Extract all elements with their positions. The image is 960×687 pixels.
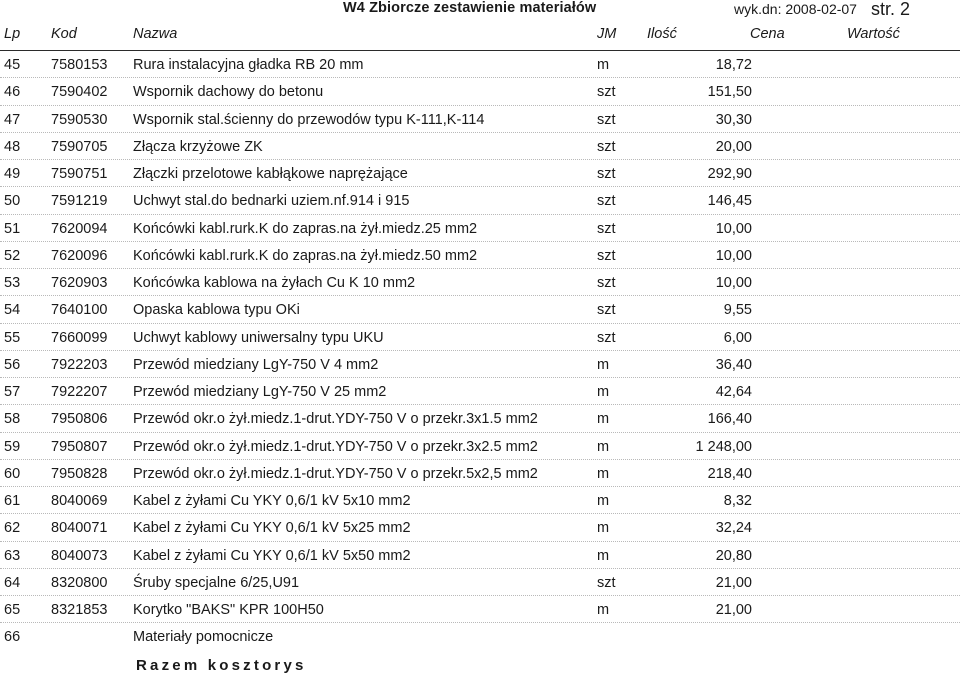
- cell-nazwa: Złączki przelotowe kabłąkowe naprężające: [133, 166, 408, 182]
- cell-ilosc: 146,45: [707, 193, 752, 210]
- header-lp: Lp: [4, 26, 21, 42]
- cell-kod: 8321853: [51, 602, 108, 618]
- cell-lp: 45: [4, 57, 21, 73]
- total-label: Razem kosztorys: [136, 657, 307, 674]
- cell-ilosc: 151,50: [707, 84, 752, 101]
- cell-kod: 7620094: [51, 220, 108, 237]
- table-row: [0, 513, 960, 541]
- table-header: [0, 26, 960, 48]
- cell-lp: 58: [4, 411, 21, 428]
- cell-nazwa: Przewód miedziany LgY-750 V 4 mm2: [133, 356, 379, 373]
- table-row: [0, 568, 960, 596]
- cell-ilosc: 1 248,00: [695, 438, 752, 455]
- cell-jm: m: [597, 411, 610, 428]
- cell-nazwa: Korytko "BAKS" KPR 100H50: [133, 602, 324, 618]
- cell-nazwa: Rura instalacyjna gładka RB 20 mm: [133, 57, 364, 73]
- cell-jm: m: [597, 602, 610, 618]
- cell-lp: 65: [4, 602, 21, 618]
- cell-nazwa: Końcówki kabl.rurk.K do zapras.na żył.miedz.50 mm2: [133, 247, 478, 264]
- cell-kod: 7590751: [51, 166, 108, 182]
- table-row: [0, 404, 960, 432]
- table-row: [0, 459, 960, 487]
- cell-lp: 47: [4, 111, 21, 128]
- cell-lp: 64: [4, 574, 21, 591]
- cell-kod: 8040069: [51, 493, 108, 509]
- cell-lp: 46: [4, 84, 21, 101]
- cell-ilosc: 10,00: [715, 275, 752, 291]
- cell-lp: 60: [4, 465, 21, 482]
- table-row: [0, 595, 960, 623]
- cell-ilosc: 42,64: [715, 384, 752, 400]
- cell-lp: 53: [4, 275, 21, 291]
- cell-jm: m: [597, 493, 610, 509]
- cell-ilosc: 292,90: [707, 166, 752, 182]
- cell-kod: 7950828: [51, 465, 108, 482]
- table-row: [0, 541, 960, 569]
- cell-ilosc: 10,00: [715, 247, 752, 264]
- document-title: W4 Zbiorcze zestawienie materiałów: [343, 0, 597, 16]
- cell-nazwa: Przewód okr.o żył.miedz.1-drut.YDY-750 V o przekr.3x1.5 mm2: [133, 411, 538, 428]
- cell-jm: m: [597, 547, 610, 564]
- cell-lp: 63: [4, 547, 21, 564]
- cell-lp: 57: [4, 384, 21, 400]
- cell-nazwa: Kabel z żyłami Cu YKY 0,6/1 kV 5x50 mm2: [133, 547, 411, 564]
- cell-jm: szt: [597, 247, 616, 264]
- cell-lp: 49: [4, 166, 21, 182]
- cell-nazwa: Wspornik dachowy do betonu: [133, 84, 324, 101]
- cell-lp: 50: [4, 193, 21, 210]
- cell-jm: m: [597, 438, 610, 455]
- table-row: [0, 214, 960, 242]
- cell-jm: m: [597, 520, 610, 537]
- cell-jm: m: [597, 356, 610, 373]
- cell-ilosc: 10,00: [715, 220, 752, 237]
- table-row: [0, 486, 960, 514]
- table-row: [0, 350, 960, 378]
- header-wartosc: Wartość: [847, 26, 900, 42]
- cell-jm: szt: [597, 166, 616, 182]
- cell-nazwa: Przewód okr.o żył.miedz.1-drut.YDY-750 V o przekr.3x2.5 mm2: [133, 438, 538, 455]
- header-ilosc: Ilość: [647, 26, 677, 42]
- cell-kod: 7640100: [51, 302, 108, 319]
- cell-kod: 7591219: [51, 193, 108, 210]
- table-row: [0, 132, 960, 160]
- cell-jm: szt: [597, 302, 616, 319]
- cell-nazwa: Przewód okr.o żył.miedz.1-drut.YDY-750 V o przekr.5x2,5 mm2: [133, 465, 538, 482]
- cell-jm: szt: [597, 329, 616, 346]
- cell-ilosc: 166,40: [707, 411, 752, 428]
- table-row: [0, 241, 960, 269]
- cell-kod: 7950806: [51, 411, 108, 428]
- cell-nazwa: Kabel z żyłami Cu YKY 0,6/1 kV 5x10 mm2: [133, 493, 411, 509]
- cell-kod: 7950807: [51, 438, 108, 455]
- cell-lp: 55: [4, 329, 21, 346]
- cell-kod: 8320800: [51, 574, 108, 591]
- cell-jm: m: [597, 384, 610, 400]
- cell-ilosc: 8,32: [723, 493, 752, 509]
- cell-nazwa: Materiały pomocnicze: [133, 629, 274, 646]
- cell-lp: 52: [4, 247, 21, 264]
- cell-jm: szt: [597, 111, 616, 128]
- cell-kod: 7590705: [51, 138, 108, 155]
- cell-jm: szt: [597, 275, 616, 291]
- cell-ilosc: 218,40: [707, 465, 752, 482]
- cell-lp: 61: [4, 493, 21, 509]
- cell-kod: 8040073: [51, 547, 108, 564]
- header-kod: Kod: [51, 26, 77, 42]
- cell-nazwa: Śruby specjalne 6/25,U91: [133, 574, 300, 591]
- cell-jm: szt: [597, 193, 616, 210]
- cell-lp: 59: [4, 438, 21, 455]
- cell-kod: 7660099: [51, 329, 108, 346]
- cell-kod: 7620096: [51, 247, 108, 264]
- cell-lp: 62: [4, 520, 21, 537]
- cell-lp: 54: [4, 302, 21, 319]
- cell-ilosc: 30,30: [715, 111, 752, 128]
- table-row: [0, 295, 960, 323]
- cell-ilosc: 21,00: [715, 574, 752, 591]
- cell-kod: 7620903: [51, 275, 108, 291]
- cell-ilosc: 6,00: [723, 329, 752, 346]
- cell-kod: 7590402: [51, 84, 108, 101]
- cell-nazwa: Opaska kablowa typu OKi: [133, 302, 300, 319]
- table-row: [0, 432, 960, 460]
- cell-lp: 48: [4, 138, 21, 155]
- cell-jm: szt: [597, 84, 616, 101]
- table-row: [0, 377, 960, 405]
- cell-kod: 7580153: [51, 57, 108, 73]
- table-row: [0, 105, 960, 133]
- cell-nazwa: Wspornik stal.ścienny do przewodów typu K-111,K-114: [133, 111, 485, 128]
- cell-ilosc: 32,24: [715, 520, 752, 537]
- cell-kod: 7922207: [51, 384, 108, 400]
- cell-jm: szt: [597, 574, 616, 591]
- cell-ilosc: 9,55: [723, 302, 752, 319]
- cell-nazwa: Uchwyt stal.do bednarki uziem.nf.914 i 915: [133, 193, 410, 210]
- cell-jm: szt: [597, 138, 616, 155]
- cell-ilosc: 18,72: [715, 57, 752, 73]
- cell-jm: szt: [597, 220, 616, 237]
- header-jm: JM: [597, 26, 617, 42]
- cell-lp: 66: [4, 629, 21, 646]
- cell-nazwa: Uchwyt kablowy uniwersalny typu UKU: [133, 329, 384, 346]
- table-row: [0, 50, 960, 78]
- header-cena: Cena: [750, 26, 785, 42]
- table-row: [0, 186, 960, 214]
- cell-ilosc: 20,80: [715, 547, 752, 564]
- cell-kod: 7922203: [51, 356, 108, 373]
- cell-lp: 51: [4, 220, 21, 237]
- table-row: [0, 622, 960, 650]
- cell-nazwa: Złącza krzyżowe ZK: [133, 138, 263, 155]
- execution-date: wyk.dn: 2008-02-07: [734, 1, 857, 17]
- cell-ilosc: 21,00: [715, 602, 752, 618]
- cell-nazwa: Kabel z żyłami Cu YKY 0,6/1 kV 5x25 mm2: [133, 520, 411, 537]
- cell-lp: 56: [4, 356, 21, 373]
- cell-jm: m: [597, 465, 610, 482]
- table-row: [0, 159, 960, 187]
- cell-ilosc: 20,00: [715, 138, 752, 155]
- cell-nazwa: Końcówki kabl.rurk.K do zapras.na żył.miedz.25 mm2: [133, 220, 478, 237]
- cell-ilosc: 36,40: [715, 356, 752, 373]
- cell-nazwa: Przewód miedziany LgY-750 V 25 mm2: [133, 384, 387, 400]
- header-nazwa: Nazwa: [133, 26, 178, 42]
- cell-kod: 7590530: [51, 111, 108, 128]
- table-row: [0, 77, 960, 105]
- cell-jm: m: [597, 57, 610, 73]
- cell-nazwa: Końcówka kablowa na żyłach Cu K 10 mm2: [133, 275, 416, 291]
- page-number: str. 2: [871, 0, 911, 19]
- table-row: [0, 268, 960, 296]
- table-row: [0, 323, 960, 351]
- cell-kod: 8040071: [51, 520, 108, 537]
